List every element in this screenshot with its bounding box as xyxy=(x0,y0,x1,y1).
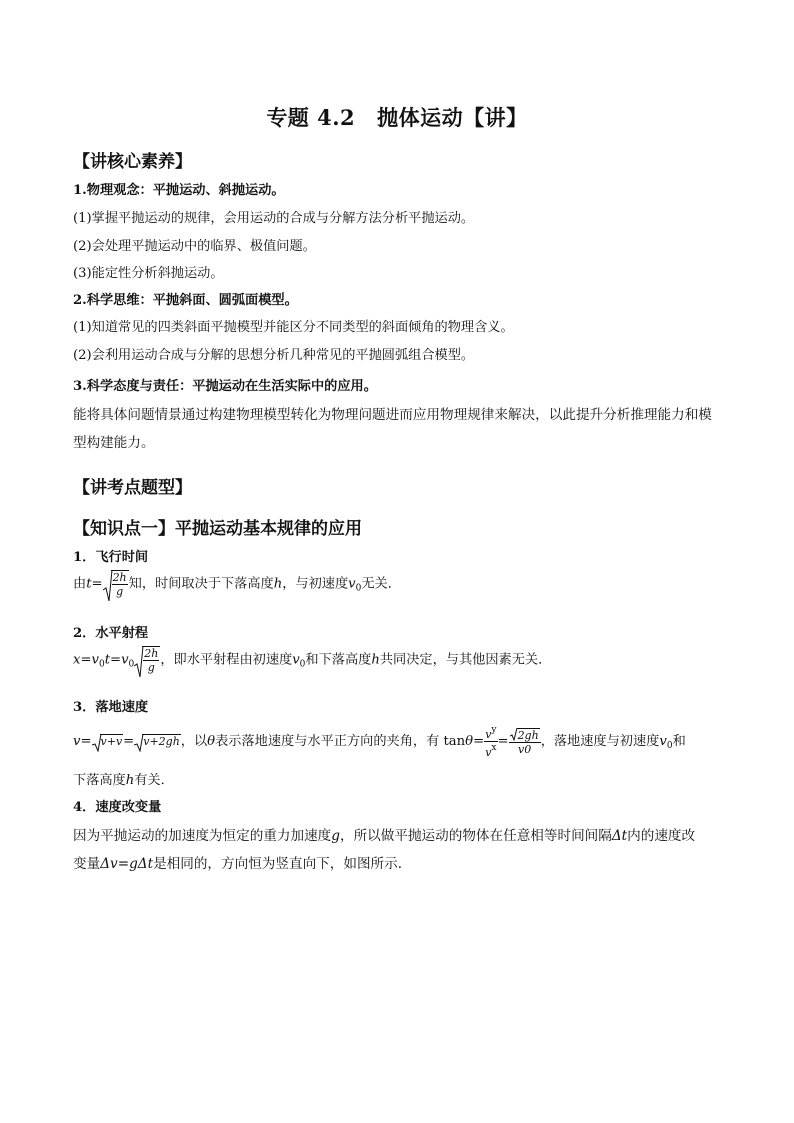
kp-item-3-body: v= v+v= v+2gh，以θ表示落地速度与水平正方向的夹角，有 tanθ= $\frac{v^y}{v^x}$ = $\frac{2gh}{v0}$ ，落地速度与初速度$v_0$和 xyxy=(73,725,686,759)
kp-item-3-body-line2: 下落高度h有关． xyxy=(73,773,174,788)
core-item-2: 2.科学思维：平抛斜面、圆弧面模型。 xyxy=(73,293,298,308)
core-paragraph: 能将具体问题情景通过构建物理模型转化为物理问题进而应用物理规律来解决，以此提升分析推理能力和模型构建能力。 xyxy=(73,407,712,451)
sqrt-formula: $\frac{2h}{g}$ xyxy=(103,570,129,598)
kp-item-2-body: $x=v_0t=v_0$ $\frac{2h}{g}$ ，即水平射程由初速度$v_0$和下落高度h共同决定，与其他因素无关． xyxy=(73,646,551,674)
core-item-1-1: (1)掌握平抛运动的规律，会用运动的合成与分解方法分析平抛运动。 xyxy=(73,211,475,226)
tan-fraction-2: $\frac{2gh}{v0}$ xyxy=(509,728,541,756)
core-item-1-3: (3)能定性分析斜抛运动。 xyxy=(73,266,224,281)
tan-fraction-1: $\frac{v^y}{v^x}$ xyxy=(485,725,497,759)
title-topic: 专题 4.2 xyxy=(266,105,356,130)
kp-item-4-line1: 因为平抛运动的加速度为恒定的重力加速度g，所以做平抛运动的物体在任意相等时间间隔Δt内的速度改 xyxy=(73,828,696,844)
core-item-1: 1.物理观念：平抛运动、斜抛运动。 xyxy=(73,183,285,198)
kp-item-1-body: 由t= $\frac{2h}{g}$ 知，时间取决于下落高度h，与初速度$v_0$无关． xyxy=(73,570,401,598)
sqrt-v-2gh: v+2gh xyxy=(134,734,181,749)
core-item-2-1: (1)知道常见的四类斜面平抛模型并能区分不同类型的斜面倾角的物理含义。 xyxy=(73,320,514,335)
knowledge-point-heading: 【知识点一】平抛运动基本规律的应用 xyxy=(73,519,362,539)
sqrt-formula-2: $\frac{2h}{g}$ xyxy=(134,646,160,674)
core-item-2-2: (2)会利用运动合成与分解的思想分析几种常见的平抛圆弧组合模型。 xyxy=(73,348,475,363)
section-heading-topics: 【讲考点题型】 xyxy=(73,478,192,498)
kp-item-3-title: 3．落地速度 xyxy=(73,700,149,715)
core-item-3: 3.科学态度与责任：平抛运动在生活实际中的应用。 xyxy=(73,379,377,394)
title-subject: 抛体运动【讲】 xyxy=(377,105,528,130)
kp-item-1-title: 1．飞行时间 xyxy=(73,550,149,565)
sqrt-v-sum: v+v xyxy=(92,734,124,749)
kp-item-2-title: 2．水平射程 xyxy=(73,626,149,641)
core-item-1-2: (2)会处理平抛运动中的临界、极值问题。 xyxy=(73,239,316,254)
section-heading-core: 【讲核心素养】 xyxy=(73,152,192,172)
kp-item-4-title: 4．速度改变量 xyxy=(73,800,162,815)
page-title xyxy=(0,102,794,132)
kp-item-4-line2: 变量Δv=gΔt是相同的，方向恒为竖直向下，如图所示． xyxy=(73,856,412,872)
